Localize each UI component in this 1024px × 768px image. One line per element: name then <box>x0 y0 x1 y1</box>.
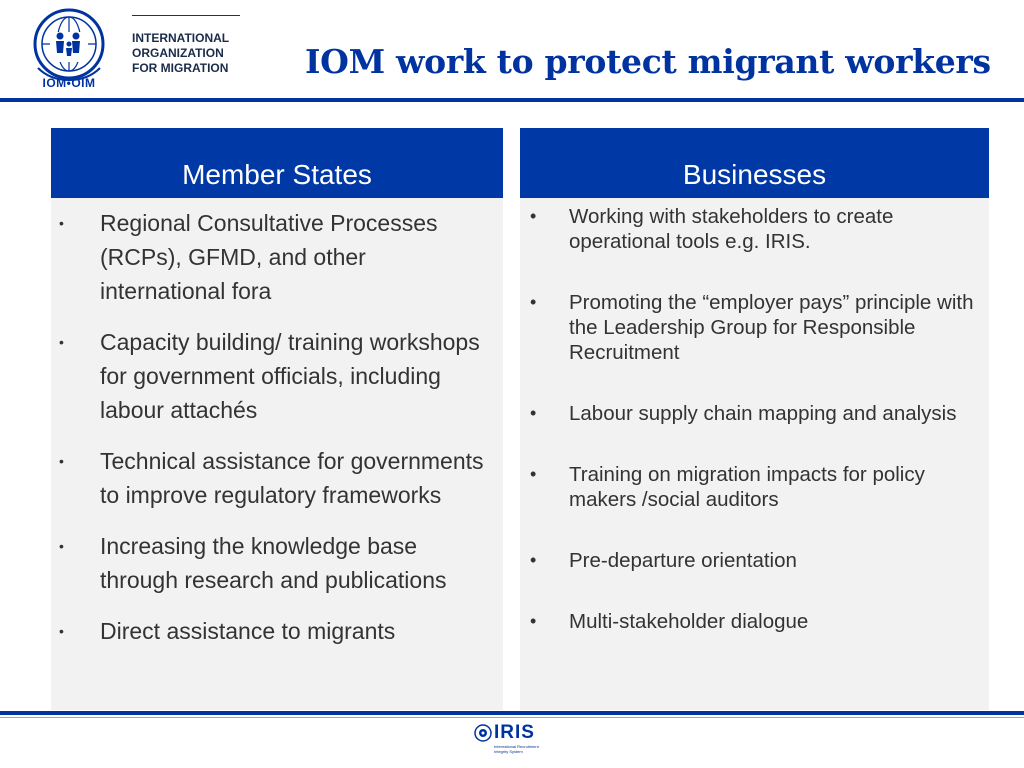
slide-title: IOM work to protect migrant workers <box>305 42 991 81</box>
list-item <box>51 614 503 648</box>
list-item <box>51 529 503 597</box>
org-name-rule <box>132 15 240 16</box>
member-states-heading-text: Member States <box>182 159 372 190</box>
list-item-text: Technical assistance for governments to improve regulatory frameworks <box>100 448 484 508</box>
list-item-text: Increasing the knowledge base through research and publications <box>100 533 447 593</box>
list-item-text: Pre-departure orientation <box>569 549 797 572</box>
list-item-text: Labour supply chain mapping and analysis <box>569 402 957 425</box>
footer-divider-thin <box>0 717 1024 718</box>
list-item <box>520 290 989 365</box>
org-name-line: FOR MIGRATION <box>132 61 229 75</box>
list-item <box>51 444 503 512</box>
list-item <box>520 609 989 634</box>
bullet-icon: • <box>530 403 537 423</box>
iom-emblem-icon <box>30 8 108 86</box>
list-item <box>520 204 989 254</box>
bullet-icon: • <box>530 550 537 570</box>
bullet-icon: • <box>530 292 537 312</box>
list-item-text: Regional Consultative Processes (RCPs), GFMD, and other international fora <box>100 210 438 304</box>
list-item-text: Direct assistance to migrants <box>100 618 396 644</box>
list-item <box>520 462 989 512</box>
businesses-heading <box>520 128 989 198</box>
bullet-icon: • <box>530 464 537 484</box>
member-states-heading <box>51 128 503 198</box>
org-name-line: INTERNATIONAL <box>132 31 230 45</box>
businesses-heading-text: Businesses <box>682 159 827 190</box>
list-item <box>520 548 989 573</box>
iris-subtitle: International Recruitment Integrity System <box>494 744 539 754</box>
list-item <box>520 401 989 426</box>
list-item <box>51 206 503 308</box>
iris-logo <box>474 722 544 756</box>
businesses-panel <box>520 128 989 710</box>
org-name-line: ORGANIZATION <box>132 46 224 60</box>
list-item <box>51 325 503 427</box>
bullet-icon: • <box>59 453 64 469</box>
header-divider <box>0 98 1024 102</box>
bullet-icon: • <box>530 206 537 226</box>
iris-globe-icon <box>474 724 492 742</box>
businesses-list <box>520 204 989 634</box>
org-name <box>132 31 272 76</box>
list-item-text: Training on migration impacts for policy makers /social auditors <box>569 463 925 511</box>
member-states-list <box>51 206 503 665</box>
logo-caption: IOM•OIM <box>42 76 96 90</box>
bullet-icon: • <box>59 623 64 639</box>
list-item-text: Multi-stakeholder dialogue <box>569 610 809 633</box>
list-item-text: Capacity building/ training workshops for government officials, including labour attachés <box>100 329 480 423</box>
iris-wordmark: IRIS <box>494 722 535 743</box>
list-item-text: Promoting the “employer pays” principle with the Leadership Group for Responsible Recruitment <box>569 291 974 364</box>
list-item-text: Working with stakeholders to create operational tools e.g. IRIS. <box>569 205 894 253</box>
bullet-icon: • <box>59 334 64 350</box>
bullet-icon: • <box>59 538 64 554</box>
footer-divider <box>0 711 1024 715</box>
bullet-icon: • <box>530 611 537 631</box>
member-states-panel <box>51 128 503 710</box>
bullet-icon: • <box>59 215 64 231</box>
